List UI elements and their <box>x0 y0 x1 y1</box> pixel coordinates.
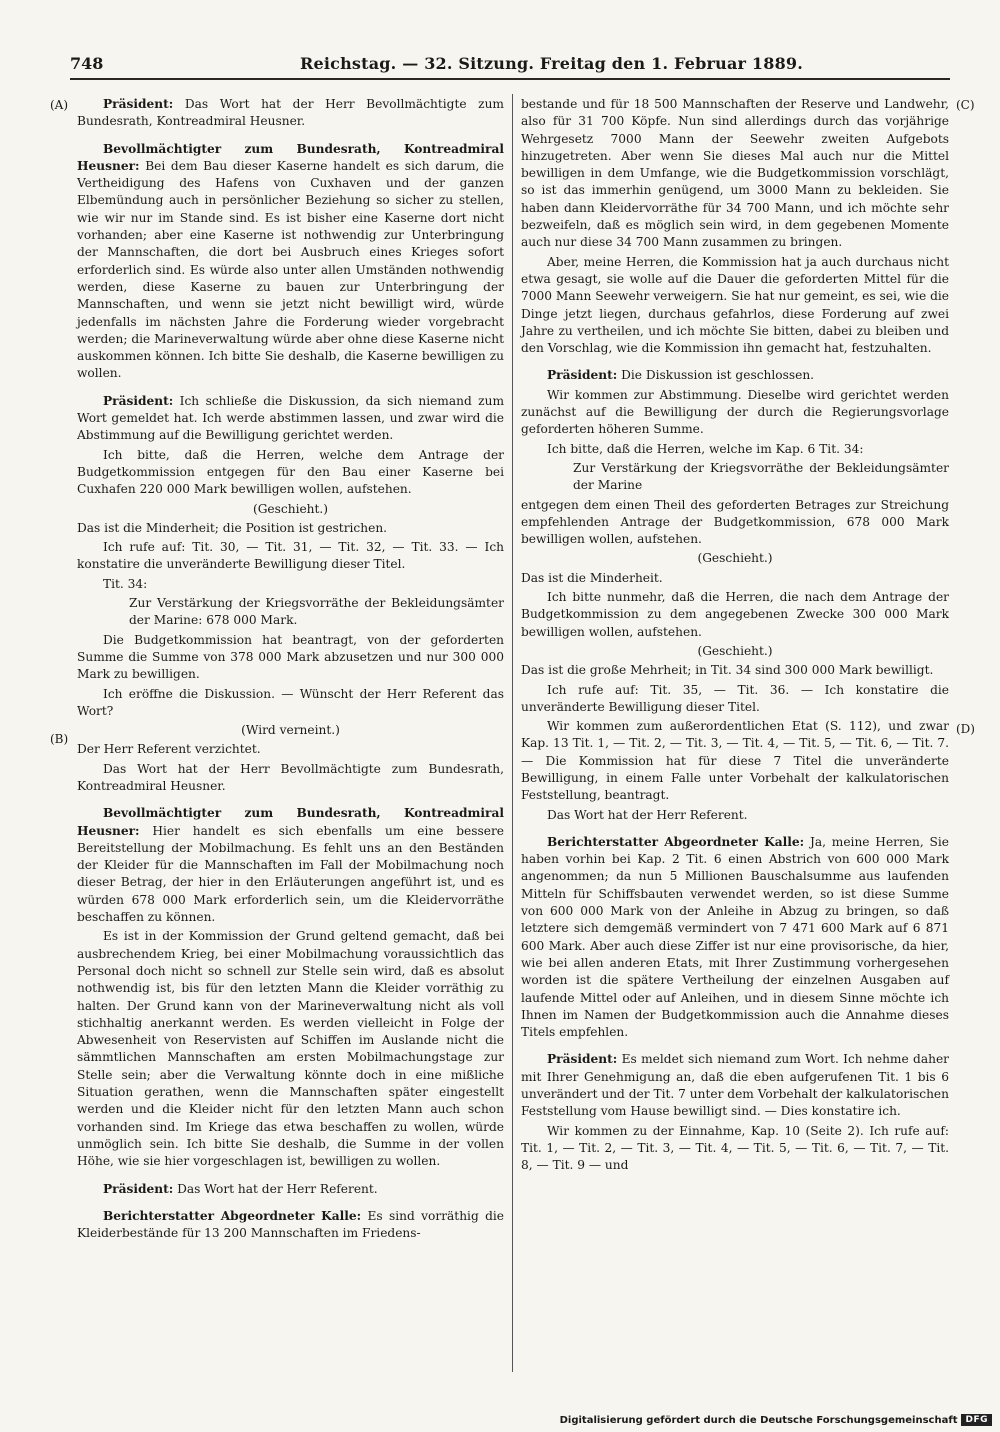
dfg-logo-icon: DFG <box>961 1414 992 1426</box>
left-column <box>77 96 504 1244</box>
paragraph: Die Budgetkommission hat beantragt, von der geforderten Summe die Summe von 378 000 Mark abzusetzen und nur 300 000 Mark zu bewilligen. <box>77 632 504 682</box>
paragraph: Ich rufe auf: Tit. 30, — Tit. 31, — Tit. 32, — Tit. 33. — Ich konstatire die unveränderte Bewilligung dieser Titel. <box>77 540 504 572</box>
speaker: Berichterstatter Abgeordneter Kalle: <box>547 834 805 849</box>
paragraph: Berichterstatter Abgeordneter Kalle: Ja, meine Herren, Sie haben vorhin bei Kap. 2 Tit. 6 einen Abstrich von 600 000 Mark angenommen; da nun 5 Millionen Bauschalsumme aus laufenden Mitteln für Schiffsbauten verwendet werden, so ist diese Summe von 600 000 Mark von der Anleihe in Abzug zu bringen, so daß letztere sich demgemäß vermindert von 7 471 600 Mark auf 6 871 600 Mark. Aber auch diese Ziffer ist nur eine provisorische, da hier, wie bei allen anderen Etats, mit Ihrer Zustimmung vorhergesehen worden ist die spätere Vertheilung der einzelnen Ausgaben auf laufende Mittel oder auf Anleihen, und in diesem Sinne möchte ich Ihnen im Namen der Budgetkommission auch die Annahme dieses Titels empfehlen. <box>521 834 950 1040</box>
speaker: Präsident: <box>103 97 174 111</box>
paragraph: Das Wort hat der Herr Bevollmächtigte zum Bundesrath, Kontreadmiral Heusner. <box>77 761 504 793</box>
paragraph: Wir kommen zu der Einnahme, Kap. 10 (Seite 2). Ich rufe auf: Tit. 1, — Tit. 2, — Tit. 3, — Tit. 4, — Tit. 5, — Tit. 6, — Tit. 7, — Tit. 8, — Tit. 9 — und <box>521 1123 949 1173</box>
footer-text: Digitalisierung gefördert durch die Deutsche Forschungsgemeinschaft <box>559 1414 958 1426</box>
margin-mark-c: (C) <box>956 98 975 112</box>
stage-direction: (Geschieht.) <box>252 501 329 516</box>
speaker: Präsident: <box>103 1181 174 1196</box>
stage-direction: (Wird verneint.) <box>241 723 340 738</box>
paragraph: Das Wort hat der Herr Referent. <box>547 807 748 822</box>
paragraph: Präsident: Die Diskussion ist geschlossen. <box>547 368 815 383</box>
stage-direction: (Geschieht.) <box>697 551 773 566</box>
running-title: Reichstag. — 32. Sitzung. Freitag den 1. Februar 1889. <box>300 54 804 73</box>
paragraph: Bevollmächtigter zum Bundesrath, Kontreadmiral Heusner: Bei dem Bau dieser Kaserne handelt es sich darum, die Vertheidigung des Hafens von Cuxhaven und der ganzen Elbemündung auch in persönlicher Beziehung so sicher zu stellen, wie wir nur im Stande sind. Es ist bisher eine Kaserne dort nicht vorhanden; aber eine Kaserne ist nothwendig zur Unterbringung der Mannschaften, die dort bei Ausbruch eines Krieges sofort erforderlich sind. Es würde also unter allen Umständen nothwendig werden, diese Kaserne zu bauen zur Unterbringung der Mannschaften, und wenn sie jetzt nicht bewilligt wird, würde jedenfalls im nächsten Jahre die Forderung wieder vorgebracht werden; die Marineverwaltung würde aber ohne diese Kaserne nicht auskommen können. Ich bitte Sie deshalb, die Kaserne bewilligen zu wollen. <box>77 141 504 381</box>
margin-mark-b: (B) <box>50 732 69 746</box>
speaker: Präsident: <box>547 368 618 383</box>
right-column <box>521 96 949 1177</box>
page-number: 748 <box>70 54 104 73</box>
column-divider <box>512 94 513 1372</box>
stage-direction: (Geschieht.) <box>697 643 773 658</box>
margin-mark-d: (D) <box>956 722 975 736</box>
paragraph: Präsident: Das Wort hat der Herr Bevollmächtigte zum Bundesrath, Kontreadmiral Heusner. <box>77 97 504 129</box>
paragraph: Berichterstatter Abgeordneter Kalle: Es sind vorräthig die Kleiderbestände für 13 200 Mannschaften im Friedens- <box>77 1208 505 1241</box>
paragraph: Das ist die große Mehrheit; in Tit. 34 sind 300 000 Mark bewilligt. <box>521 663 934 678</box>
page-header <box>70 52 950 80</box>
paragraph: Aber, meine Herren, die Kommission hat ja auch durchaus nicht etwa gesagt, sie wolle auf die Dauer die geforderten Mittel für die 7000 Mann Seewehr verweigern. Sie hat nur gemeint, es sei, wie die Dinge jetzt liegen, durchaus gefahrlos, diese Forderung auf zwei Jahre zu vertheilen, und ich möchte Sie bitten, dabei zu bleiben und den Vorschlag, wie die Kommission ihn gemacht hat, festzuhalten. <box>521 254 949 356</box>
paragraph: Ich eröffne die Diskussion. — Wünscht der Herr Referent das Wort? <box>77 686 504 718</box>
paragraph: Der Herr Referent verzichtet. <box>77 742 261 757</box>
speaker: Präsident: <box>547 1052 618 1067</box>
speaker: Präsident: <box>103 393 174 408</box>
paragraph: Bevollmächtigter zum Bundesrath, Kontreadmiral Heusner: Hier handelt es sich ebenfalls um eine bessere Bereitstellung der Mobilmachung. Es fehlt uns an den Beständen der Kleider für die Mannschaften im Fall der Mobilmachung noch dieser Betrag, der hier in den Erläuterungen angeführt ist, und es würden 678 000 Mark erforderlich sein, um die Kleidervorräthe beschaffen zu können. <box>77 806 504 925</box>
quoted-title: Zur Verstärkung der Kriegsvorräthe der Bekleidungsämter der Marine <box>573 460 949 493</box>
paragraph: Tit. 34: <box>103 576 148 591</box>
paragraph: Ich bitte, daß die Herren, welche im Kap. 6 Tit. 34: <box>547 441 864 456</box>
quoted-title: Zur Verstärkung der Kriegsvorräthe der Bekleidungsämter der Marine: 678 000 Mark. <box>129 596 504 628</box>
margin-mark-a: (A) <box>50 98 69 112</box>
paragraph: entgegen dem einen Theil des geforderten Betrages zur Streichung empfehlenden Antrage der Budgetkommission, 678 000 Mark bewilligen wollen, aufstehen. <box>521 497 949 547</box>
paragraph: Ich bitte, daß die Herren, welche dem Antrage der Budgetkommission entgegen für den Bau einer Kaserne bei Cuxhafen 220 000 Mark bewilligen wollen, aufstehen. <box>77 447 504 497</box>
speaker: Bevollmächtigter zum Bundesrath, Kontreadmiral Heusner: <box>77 141 504 173</box>
speaker: Berichterstatter Abgeordneter Kalle: <box>103 1208 362 1223</box>
paragraph: Wir kommen zur Abstimmung. Dieselbe wird gerichtet werden zunächst auf die Bewilligung der durch die Regierungsvorlage geforderten höheren Summe. <box>521 387 949 437</box>
speaker: Bevollmächtigter zum Bundesrath, Kontreadmiral Heusner: <box>77 806 504 838</box>
paragraph: Präsident: Ich schließe die Diskussion, da sich niemand zum Wort gemeldet hat. Ich werde abstimmen lassen, und zwar wird die Abstimmung auf die Bewilligung gerichtet werden. <box>77 393 505 443</box>
paragraph: bestande und für 18 500 Mannschaften der Reserve und Landwehr, also für 31 700 Köpfe. Nun sind allerdings durch das vorjährige Wehrgesetz 7000 Mann der Seewehr zweiten Aufgebots hinzugetreten. Aber wenn Sie dieses Mal auch nur die Mittel bewilligen in dem Umfange, wie die Budgetkommission vorschlägt, so ist das immerhin genügend, um 3000 Mann zu bekleiden. Sie haben dann Kleidervorräthe für 34 700 Mann, und ich möchte sehr bezweifeln, daß es möglich sein wird, in dem gegebenen Momente auch nur diese 34 700 Mann zusammen zu bringen. <box>521 97 949 250</box>
paragraph: Wir kommen zum außerordentlichen Etat (S. 112), und zwar Kap. 13 Tit. 1, — Tit. 2, — Tit. 3, — Tit. 4, — Tit. 5, — Tit. 6, — Tit. 7. — Die Kommission hat für diese 7 Titel die unveränderte Bewilligung, in einem Falle unter Vorbehalt der kalkulatorischen Feststellung, beantragt. <box>521 719 949 803</box>
footer-credit <box>560 1414 992 1426</box>
paragraph: Es ist in der Kommission der Grund geltend gemacht, daß bei ausbrechendem Krieg, bei einer Mobilmachung voraussichtlich das Personal doch nicht so schnell zur Stelle sein wird, daß es absolut nothwendig ist, bis für den letzten Mann die Kleider vorräthig zu halten. Der Grund kann von der Marineverwaltung nicht als voll stichhaltig anerkannt werden. Es werden vielleicht in Folge der Abwesenheit von Reservisten auf Schiffen im Auslande nicht die sämmtlichen Mannschaften am ersten Mobilmachungstage zur Stelle sein; aber die Verwaltung könnte doch in eine mißliche Situation gerathen, wenn die Mannschaften später eingestellt werden und die Kleider nicht für den letzten Mann auch schon vorhanden sind. Im Kriege das etwa beschaffen zu wollen, würde unmöglich sein. Ich bitte Sie deshalb, die Summe in der vollen Höhe, wie sie hier vorgeschlagen ist, bewilligen zu wollen. <box>77 929 504 1169</box>
paragraph: Ich rufe auf: Tit. 35, — Tit. 36. — Ich konstatire die unveränderte Bewilligung dieser Titel. <box>521 682 949 714</box>
paragraph: Präsident: Es meldet sich niemand zum Wort. Ich nehme daher mit Ihrer Genehmigung an, daß die eben aufgerufenen Tit. 1 bis 6 unverändert und der Tit. 7 unter dem Vorbehalt der kalkulatorischen Feststellung vom Hause bewilligt sind. — Dies konstatire ich. <box>521 1052 949 1119</box>
paragraph: Das ist die Minderheit; die Position ist gestrichen. <box>77 520 388 535</box>
paragraph: Präsident: Das Wort hat der Herr Referent. <box>103 1181 378 1196</box>
paragraph: Das ist die Minderheit. <box>521 570 663 585</box>
paragraph: Ich bitte nunmehr, daß die Herren, die nach dem Antrage der Budgetkommission zu dem angegebenen Zwecke 300 000 Mark bewilligen wollen, aufstehen. <box>521 590 949 639</box>
